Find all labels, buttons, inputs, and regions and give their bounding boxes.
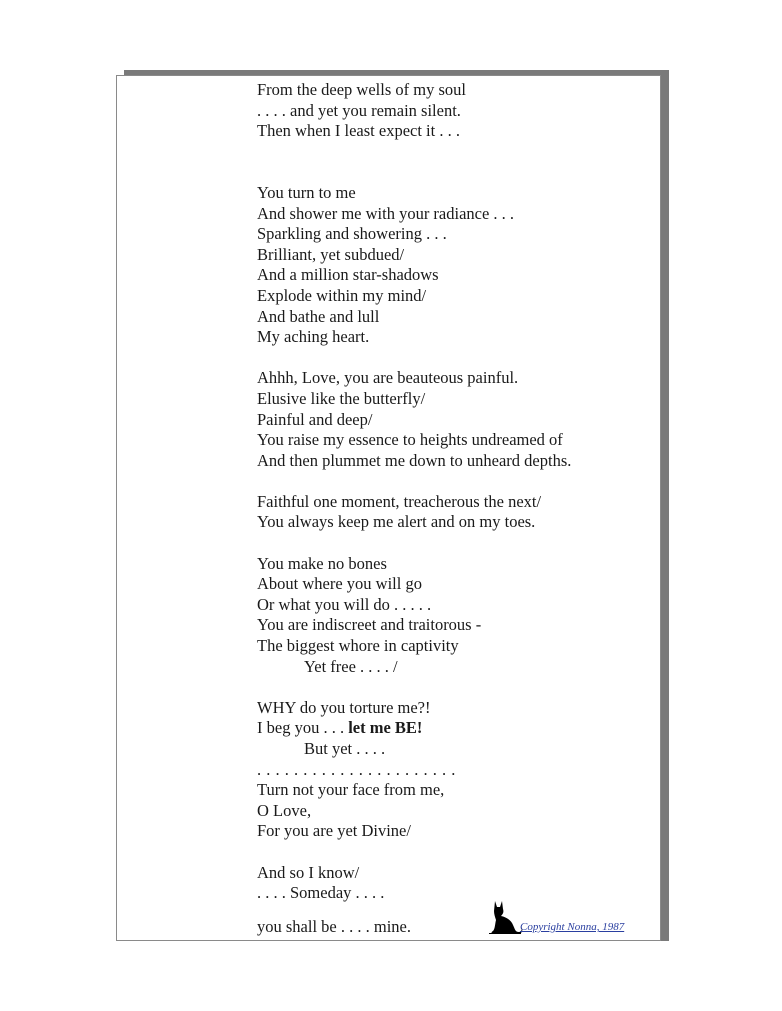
poem-line-beg <box>257 718 657 739</box>
poem-line: Faithful one moment, treacherous the next/ <box>257 491 542 511</box>
poem-line-beg-start: I beg you . . . <box>257 718 349 738</box>
poem-line: You make no bones <box>257 553 387 573</box>
poem-line: Turn not your face from me, <box>257 780 445 800</box>
poem-line: But yet . . . . <box>304 739 386 758</box>
poem-line: Then when I least expect it . . . <box>257 121 460 141</box>
poem-line: And so I know/ <box>257 862 360 882</box>
poem-line: Elusive like the butterfly/ <box>257 388 426 408</box>
poem-line: O Love, <box>257 800 312 820</box>
document-page <box>116 75 661 941</box>
poem-line: And bathe and lull <box>257 306 380 326</box>
poem-line: Sparkling and showering . . . <box>257 224 447 244</box>
stanza-break <box>257 142 657 183</box>
poem-line: The biggest whore in captivity <box>257 636 459 656</box>
poem-line: Brilliant, yet subdued/ <box>257 244 405 264</box>
poem-line: You always keep me alert and on my toes. <box>257 512 536 532</box>
poem-line: My aching heart. <box>257 327 370 347</box>
poem-line: And then plummet me down to unheard depths. <box>257 450 572 470</box>
stanza-break <box>257 348 657 369</box>
poem-line: And shower me with your radiance . . . <box>257 203 515 223</box>
poem-line: And a million star-shadows <box>257 265 439 285</box>
poem-line: About where you will go <box>257 574 422 594</box>
poem-line: From the deep wells of my soul <box>257 80 466 99</box>
copyright-link[interactable]: Copyright Nonna, 1987 <box>520 921 625 933</box>
poem-line: You are indiscreet and traitorous - <box>257 615 482 635</box>
stanza-break <box>257 471 657 492</box>
black-cat-icon <box>487 898 523 936</box>
poem-line: You turn to me <box>257 182 356 202</box>
poem-line: WHY do you torture me?! <box>257 697 431 717</box>
poem-line: Ahhh, Love, you are beauteous painful. <box>257 368 519 388</box>
poem-line-emphasis: let me BE! <box>348 718 423 738</box>
poem-line: You raise my essence to heights undreamed of <box>257 430 563 450</box>
stanza-break <box>257 677 657 698</box>
poem-line: . . . . and yet you remain silent. <box>257 100 461 120</box>
stanza-break <box>257 533 657 554</box>
poem-line: For you are yet Divine/ <box>257 821 411 841</box>
poem-line: Explode within my mind/ <box>257 285 427 305</box>
poem-line: Painful and deep/ <box>257 409 373 429</box>
stanza-break <box>257 842 657 863</box>
poem-line: . . . . Someday . . . . <box>257 883 385 903</box>
poem-line: Yet free . . . . / <box>304 656 398 676</box>
poem-line-dots: . . . . . . . . . . . . . . . . . . . . . . <box>257 759 456 779</box>
poem-line: Or what you will do . . . . . <box>257 594 432 614</box>
poem-final-line: you shall be . . . . mine. <box>257 917 411 936</box>
poem-body <box>257 80 657 904</box>
